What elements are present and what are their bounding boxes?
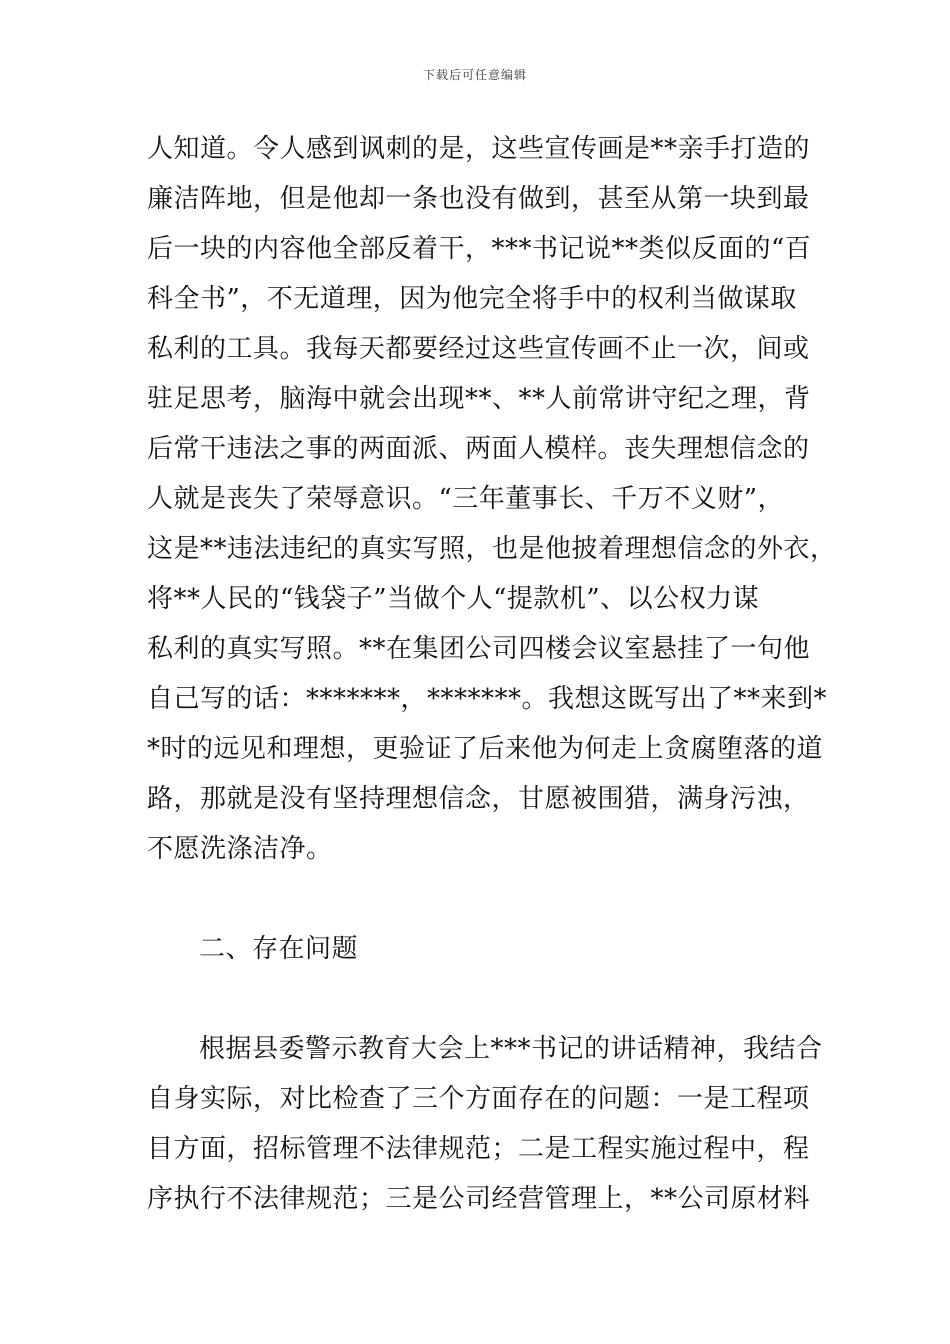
text-line: 自己写的话：*******，*******。我想这既写出了**来到* [147, 684, 828, 714]
text-line: *时的远见和理想，更验证了后来他为何走上贪腐堕落的道 [147, 734, 824, 764]
text-line: 人知道。令人感到讽刺的是，这些宣传画是**亲手打造的 [147, 134, 811, 164]
text-line: 人就是丧失了荣辱意识。“三年董事长、千万不义财”， [147, 484, 785, 514]
document-body [147, 124, 837, 1224]
paragraph [147, 124, 837, 874]
text-line: 廉洁阵地，但是他却一条也没有做到，甚至从第一块到最 [147, 184, 810, 214]
text-line: 目方面，招标管理不法律规范；二是工程实施过程中，程 [147, 1134, 810, 1164]
paragraph-spacer [147, 974, 809, 1024]
paragraph [147, 1024, 823, 1224]
section-heading: 二、存在问题 [199, 934, 359, 964]
text-line: 科全书”，不无道理，因为他完全将手中的权利当做谋取 [147, 284, 797, 314]
text-line: 序执行不法律规范；三是公司经营管理上，**公司原材料 [147, 1184, 811, 1214]
text-line: 将**人民的“钱袋子”当做个人“提款机”、以公权力谋 [147, 584, 760, 614]
paragraph-spacer [147, 874, 809, 924]
text-line: 私利的工具。我每天都要经过这些宣传画不止一次，间或 [147, 334, 810, 364]
text-line: 这是**违法违纪的真实写照，也是他披着理想信念的外衣， [147, 534, 837, 564]
text-line: 不愿洗涤洁净。 [147, 834, 333, 864]
page-header: 下载后可任意编辑 [422, 68, 527, 82]
text-line: 路，那就是没有坚持理想信念，甘愿被围猎，满身污浊， [147, 784, 810, 814]
text-line: 根据县委警示教育大会上***书记的讲话精神，我结合 [199, 1034, 823, 1064]
text-line: 自身实际，对比检查了三个方面存在的问题：一是工程项 [147, 1084, 810, 1114]
text-line: 驻足思考，脑海中就会出现**、**人前常讲守纪之理，背 [147, 384, 811, 414]
text-line: 私利的真实写照。**在集团公司四楼会议室悬挂了一句他 [147, 634, 811, 664]
text-line: 后一块的内容他全部反着干，***书记说**类似反面的“百 [147, 234, 812, 264]
text-line: 后常干违法之事的两面派、两面人模样。丧失理想信念的 [147, 434, 810, 464]
